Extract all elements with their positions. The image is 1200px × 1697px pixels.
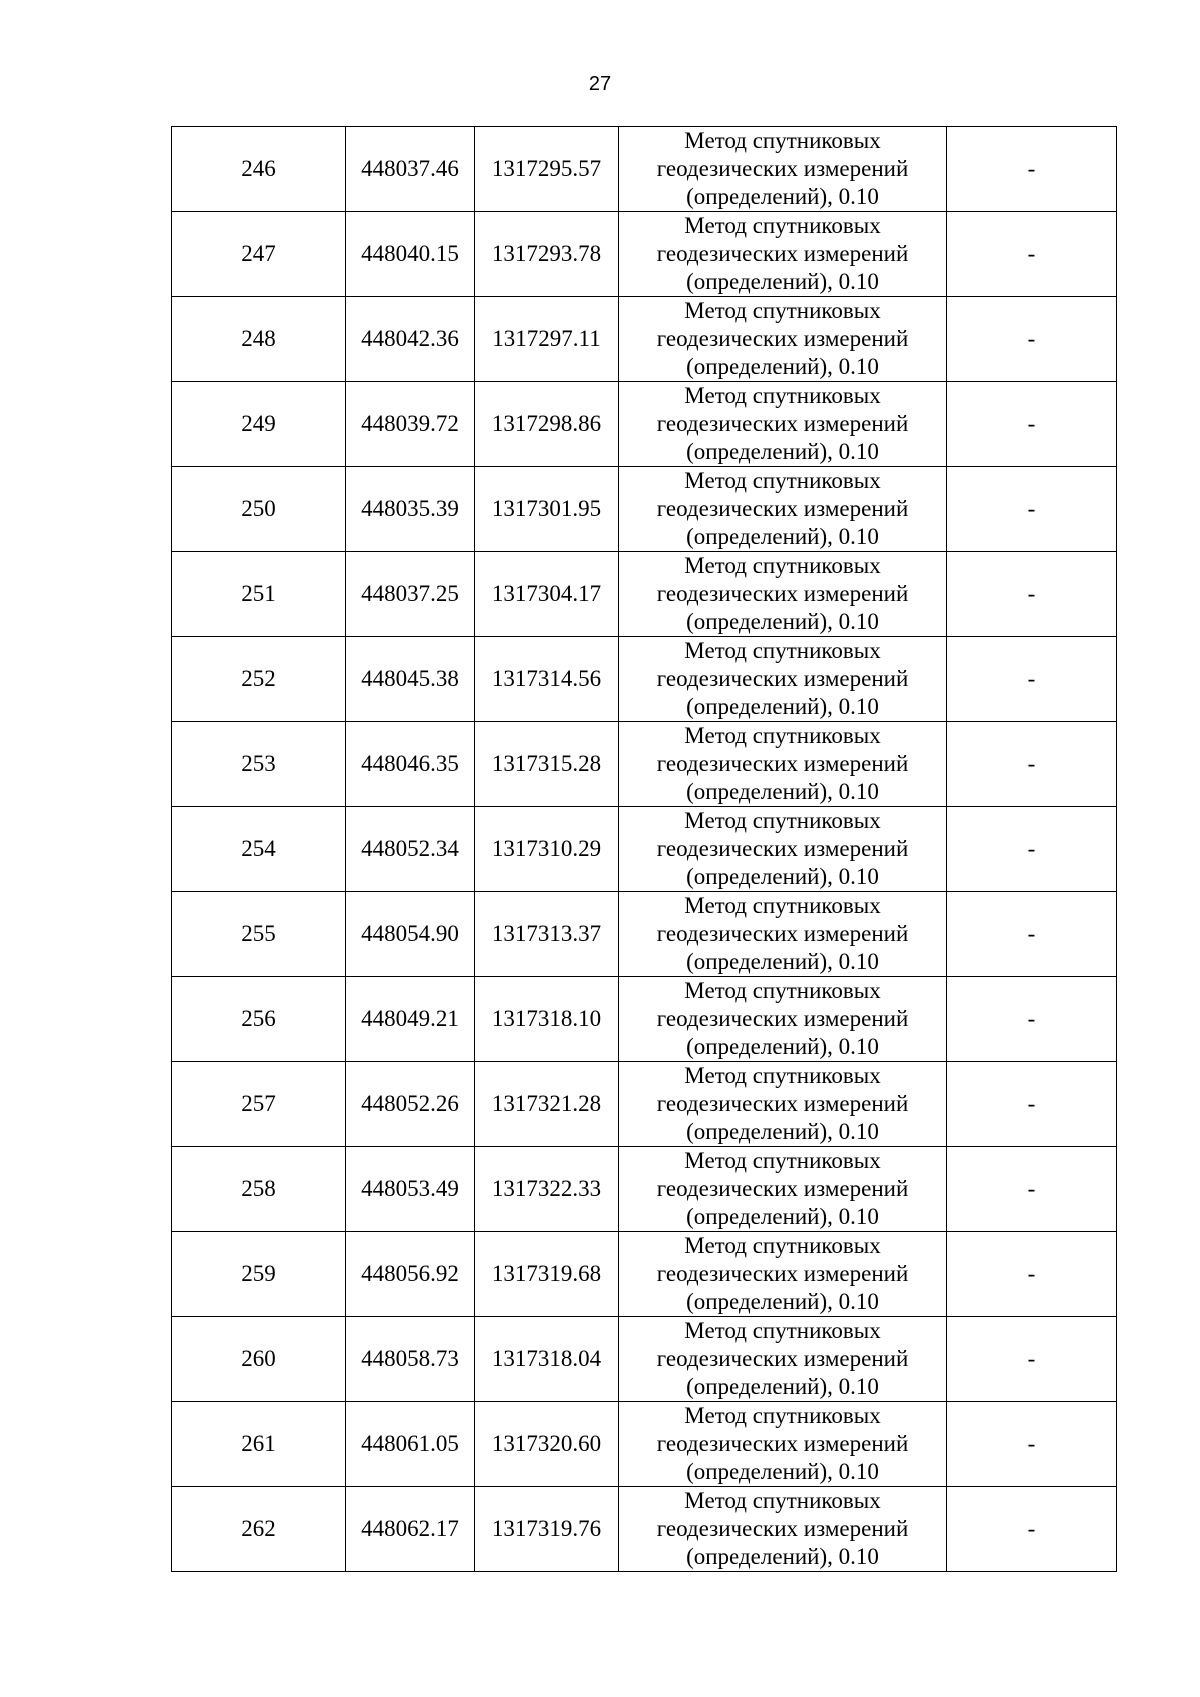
method-cell [619,1317,947,1402]
method-line-1: Метод спутниковых [684,1233,881,1258]
x-coordinate-cell: 448046.35 [346,722,475,807]
x-coordinate-cell: 448052.34 [346,807,475,892]
method-line-1: Метод спутниковых [684,553,881,578]
note-cell: - [947,722,1117,807]
note-cell: - [947,127,1117,212]
method-cell [619,1487,947,1572]
point-number-cell: 261 [172,1402,346,1487]
note-cell: - [947,212,1117,297]
y-coordinate-cell: 1317318.04 [475,1317,619,1402]
note-cell: - [947,1147,1117,1232]
table-row [172,1232,1117,1317]
note-cell: - [947,382,1117,467]
method-line-3: (определений), 0.10 [686,1204,879,1229]
method-line-3: (определений), 0.10 [686,354,879,379]
table-row [172,1147,1117,1232]
method-line-3: (определений), 0.10 [686,1119,879,1144]
x-coordinate-cell: 448039.72 [346,382,475,467]
x-coordinate-cell: 448040.15 [346,212,475,297]
point-number-cell: 248 [172,297,346,382]
method-line-1: Метод спутниковых [684,978,881,1003]
table-row [172,1317,1117,1402]
method-line-3: (определений), 0.10 [686,1459,879,1484]
method-line-2: геодезических измерений [656,666,909,691]
x-coordinate-cell: 448061.05 [346,1402,475,1487]
note-cell: - [947,1487,1117,1572]
table-row [172,1062,1117,1147]
y-coordinate-cell: 1317322.33 [475,1147,619,1232]
method-cell [619,977,947,1062]
note-cell: - [947,637,1117,722]
method-line-3: (определений), 0.10 [686,1544,879,1569]
point-number-cell: 257 [172,1062,346,1147]
x-coordinate-cell: 448049.21 [346,977,475,1062]
method-line-1: Метод спутниковых [684,808,881,833]
method-cell [619,722,947,807]
point-number-cell: 254 [172,807,346,892]
x-coordinate-cell: 448045.38 [346,637,475,722]
method-line-1: Метод спутниковых [684,1148,881,1173]
table-row [172,1487,1117,1572]
y-coordinate-cell: 1317304.17 [475,552,619,637]
table-row [172,552,1117,637]
method-line-2: геодезических измерений [656,1346,909,1371]
y-coordinate-cell: 1317293.78 [475,212,619,297]
method-line-1: Метод спутниковых [684,893,881,918]
point-number-cell: 253 [172,722,346,807]
x-coordinate-cell: 448037.25 [346,552,475,637]
method-line-2: геодезических измерений [656,326,909,351]
method-line-2: геодезических измерений [656,411,909,436]
method-line-1: Метод спутниковых [684,1318,881,1343]
x-coordinate-cell: 448054.90 [346,892,475,977]
note-cell: - [947,977,1117,1062]
point-number-cell: 258 [172,1147,346,1232]
method-line-3: (определений), 0.10 [686,184,879,209]
y-coordinate-cell: 1317320.60 [475,1402,619,1487]
note-cell: - [947,807,1117,892]
x-coordinate-cell: 448053.49 [346,1147,475,1232]
point-number-cell: 256 [172,977,346,1062]
y-coordinate-cell: 1317319.76 [475,1487,619,1572]
table-row [172,382,1117,467]
coordinates-table [171,126,1117,1572]
method-line-2: геодезических измерений [656,581,909,606]
note-cell: - [947,467,1117,552]
table-row [172,722,1117,807]
note-cell: - [947,1062,1117,1147]
method-line-3: (определений), 0.10 [686,1374,879,1399]
y-coordinate-cell: 1317313.37 [475,892,619,977]
table-row [172,977,1117,1062]
method-line-3: (определений), 0.10 [686,1034,879,1059]
point-number-cell: 255 [172,892,346,977]
y-coordinate-cell: 1317315.28 [475,722,619,807]
point-number-cell: 252 [172,637,346,722]
y-coordinate-cell: 1317318.10 [475,977,619,1062]
table-row [172,467,1117,552]
page-number: 27 [588,73,612,95]
y-coordinate-cell: 1317319.68 [475,1232,619,1317]
table-row [172,892,1117,977]
method-cell [619,637,947,722]
x-coordinate-cell: 448042.36 [346,297,475,382]
method-line-2: геодезических измерений [656,496,909,521]
method-line-3: (определений), 0.10 [686,1289,879,1314]
method-cell [619,1147,947,1232]
method-line-1: Метод спутниковых [684,1063,881,1088]
table-row [172,212,1117,297]
coordinates-table-body [172,127,1117,1572]
x-coordinate-cell: 448052.26 [346,1062,475,1147]
table-row [172,1402,1117,1487]
y-coordinate-cell: 1317321.28 [475,1062,619,1147]
method-line-3: (определений), 0.10 [686,524,879,549]
point-number-cell: 259 [172,1232,346,1317]
method-line-2: геодезических измерений [656,751,909,776]
point-number-cell: 246 [172,127,346,212]
point-number-cell: 250 [172,467,346,552]
y-coordinate-cell: 1317301.95 [475,467,619,552]
note-cell: - [947,1402,1117,1487]
method-line-2: геодезических измерений [656,1261,909,1286]
point-number-cell: 251 [172,552,346,637]
x-coordinate-cell: 448037.46 [346,127,475,212]
method-line-3: (определений), 0.10 [686,694,879,719]
note-cell: - [947,892,1117,977]
method-cell [619,1402,947,1487]
note-cell: - [947,1317,1117,1402]
method-line-2: геодезических измерений [656,156,909,181]
x-coordinate-cell: 448056.92 [346,1232,475,1317]
method-line-3: (определений), 0.10 [686,269,879,294]
method-line-3: (определений), 0.10 [686,439,879,464]
method-line-1: Метод спутниковых [684,298,881,323]
point-number-cell: 247 [172,212,346,297]
method-line-1: Метод спутниковых [684,128,881,153]
point-number-cell: 249 [172,382,346,467]
table-row [172,297,1117,382]
method-cell [619,127,947,212]
method-line-2: геодезических измерений [656,1091,909,1116]
y-coordinate-cell: 1317314.56 [475,637,619,722]
method-line-2: геодезических измерений [656,241,909,266]
method-line-2: геодезических измерений [656,1431,909,1456]
y-coordinate-cell: 1317297.11 [475,297,619,382]
note-cell: - [947,552,1117,637]
y-coordinate-cell: 1317295.57 [475,127,619,212]
method-cell [619,1062,947,1147]
x-coordinate-cell: 448035.39 [346,467,475,552]
method-line-1: Метод спутниковых [684,1403,881,1428]
point-number-cell: 260 [172,1317,346,1402]
method-line-1: Метод спутниковых [684,468,881,493]
method-cell [619,212,947,297]
method-cell [619,382,947,467]
method-cell [619,1232,947,1317]
method-line-2: геодезических измерений [656,1006,909,1031]
method-line-2: геодезических измерений [656,1516,909,1541]
method-line-2: геодезических измерений [656,1176,909,1201]
method-line-1: Метод спутниковых [684,638,881,663]
method-line-1: Метод спутниковых [684,1488,881,1513]
method-line-3: (определений), 0.10 [686,949,879,974]
method-line-2: геодезических измерений [656,836,909,861]
note-cell: - [947,1232,1117,1317]
method-cell [619,467,947,552]
y-coordinate-cell: 1317298.86 [475,382,619,467]
method-line-1: Метод спутниковых [684,213,881,238]
point-number-cell: 262 [172,1487,346,1572]
method-cell [619,297,947,382]
method-line-3: (определений), 0.10 [686,609,879,634]
x-coordinate-cell: 448058.73 [346,1317,475,1402]
y-coordinate-cell: 1317310.29 [475,807,619,892]
note-cell: - [947,297,1117,382]
method-cell [619,552,947,637]
table-row [172,637,1117,722]
method-line-2: геодезических измерений [656,921,909,946]
x-coordinate-cell: 448062.17 [346,1487,475,1572]
table-row [172,807,1117,892]
table-row [172,127,1117,212]
method-line-1: Метод спутниковых [684,723,881,748]
method-cell [619,892,947,977]
method-line-3: (определений), 0.10 [686,864,879,889]
method-line-3: (определений), 0.10 [686,779,879,804]
method-cell [619,807,947,892]
method-line-1: Метод спутниковых [684,383,881,408]
